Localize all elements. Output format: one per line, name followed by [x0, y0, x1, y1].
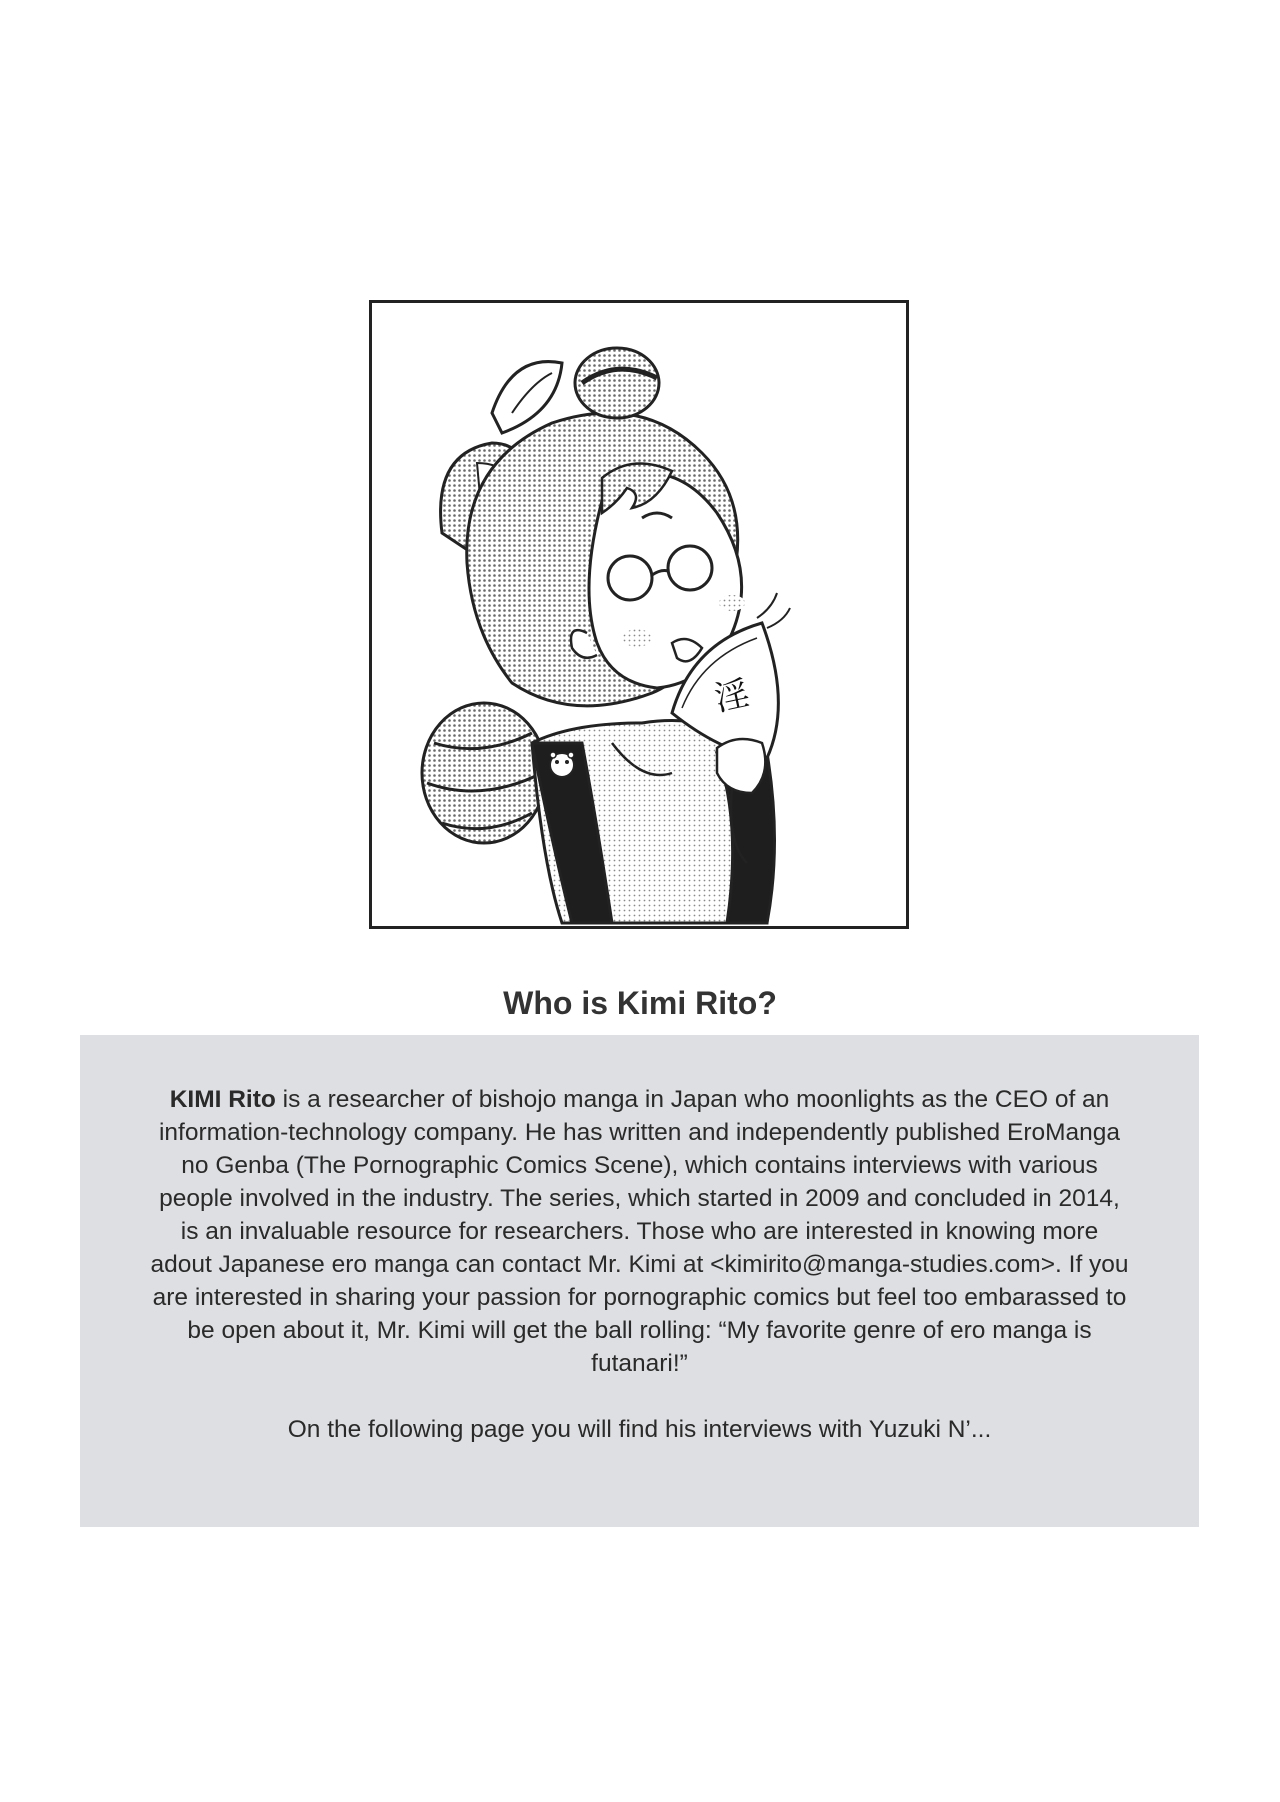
page-title: Who is Kimi Rito?	[503, 985, 777, 1021]
bio-paragraph	[150, 1083, 1129, 1380]
author-name: KIMI Rito	[169, 1086, 276, 1113]
bio-box	[80, 1035, 1199, 1527]
author-caricature-illustration	[372, 303, 906, 926]
bear-crest-icon	[550, 752, 574, 777]
fan-kanji: 淫	[711, 673, 753, 720]
portrait-frame	[369, 300, 909, 929]
bio-text: is a researcher of bishojo manga in Japan who moonlights as the CEO of an information-technology company. He has written and independently published EroManga no Genba (The Pornographic Comics Scene), which contains interviews with various people involved in the industry. The series, which started in 2009 and concluded in 2014, is an invaluable resource for researchers. Those who are interested in knowing more adout Japanese ero manga can contact Mr. Kimi at <kimirito@manga-studies.com>. If you are interested in sharing your passion for pornographic comics but feel too embarassed to be open about it, Mr. Kimi will get the ball rolling: “My favorite genre of ero manga is futanari!”	[150, 1086, 1129, 1377]
raccoon-tail	[422, 703, 546, 843]
bio-followup: On the following page you will find his interviews with Yuzuki N’...	[287, 1416, 992, 1443]
